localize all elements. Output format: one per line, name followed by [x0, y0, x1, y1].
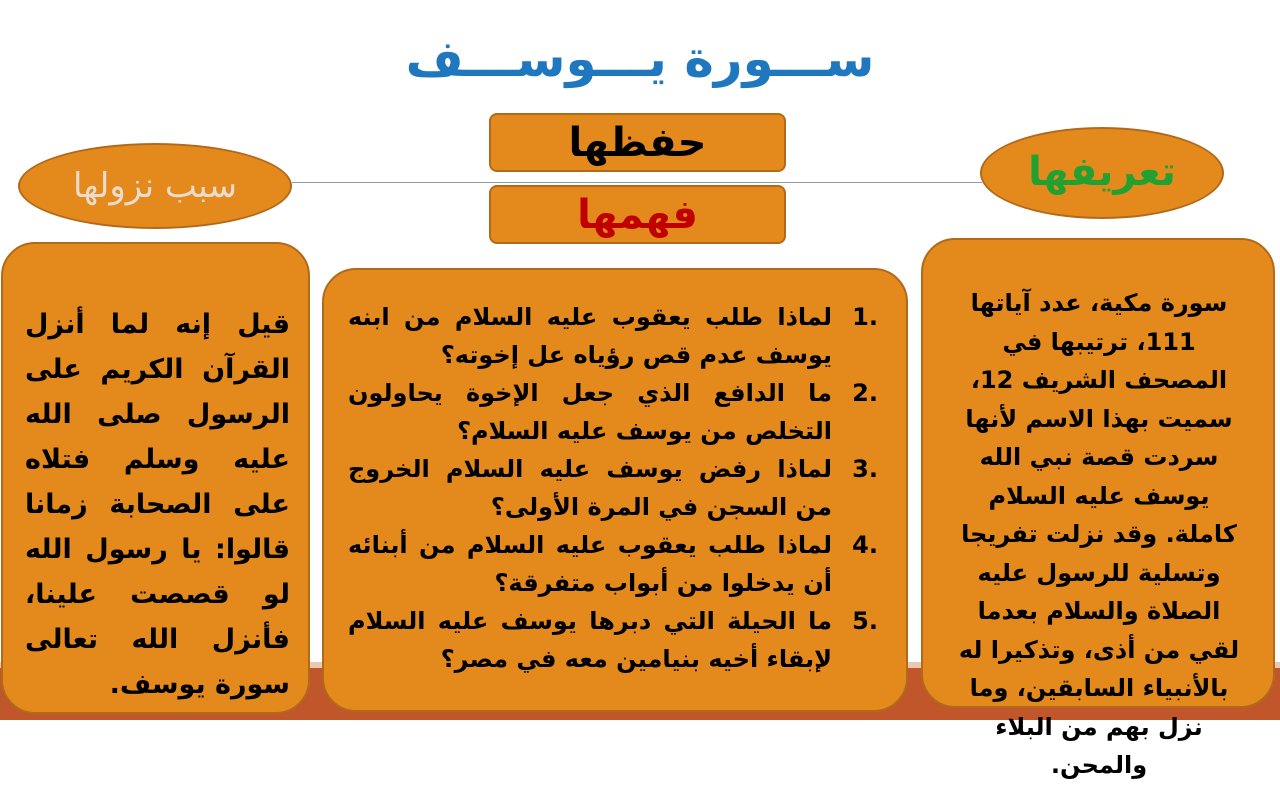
question-number: 5.: [852, 607, 878, 635]
question-text: لماذا طلب يعقوب عليه السلام من أبنائه أن يدخلوا من أبواب متفرقة؟: [348, 531, 832, 597]
revelation-reason-panel: [1, 242, 310, 714]
oval-definition[interactable]: تعريفها: [980, 127, 1224, 219]
definition-text: سورة مكية، عدد آياتها 111، ترتيبها في المصحف الشريف 12، سميت بهذا الاسم لأنها سردت قصة نبي الله يوسف عليه السلام كاملة. وقد نزلت تفريجا وتسلية للرسول عليه الصلاة والسلام بعدما لقي من أذى، وتذكيرا له بالأنبياء السابقين، وما نزل بهم من البلاء والمحن.: [958, 289, 1240, 779]
question-item: [348, 526, 878, 602]
oval-reason-of-revelation[interactable]: سبب نزولها: [18, 143, 292, 229]
question-text: ما الحيلة التي دبرها يوسف عليه السلام لإبقاء أخيه بنيامين معه في مصر؟: [348, 607, 832, 673]
question-number: 1.: [852, 303, 878, 331]
question-text: لماذا رفض يوسف عليه السلام الخروج من السجن في المرة الأولى؟: [348, 455, 832, 521]
understand-box[interactable]: فهمها: [489, 185, 786, 244]
memorize-box[interactable]: حفظها: [489, 113, 786, 172]
question-item: [348, 602, 878, 678]
questions-panel: [322, 268, 908, 712]
question-number: 3.: [852, 455, 878, 483]
question-item: [348, 374, 878, 450]
question-number: 4.: [852, 531, 878, 559]
page-title: ســـورة يـــوســـف: [405, 30, 875, 88]
connector-line: [292, 182, 982, 183]
definition-panel: [921, 238, 1275, 779]
question-text: لماذا طلب يعقوب عليه السلام من ابنه يوسف عدم قص رؤياه عل إخوته؟: [348, 303, 832, 369]
revelation-reason-text: قيل إنه لما أنزل القرآن الكريم على الرسول صلى الله عليه وسلم فتلاه على الصحابة زمانا قالوا: يا رسول الله لو قصصت علينا، فأنزل الله تعالى سورة يوسف.: [25, 309, 290, 700]
question-item: [348, 450, 878, 526]
question-item: [348, 298, 878, 374]
question-number: 2.: [852, 379, 878, 407]
question-text: ما الدافع الذي جعل الإخوة يحاولون التخلص من يوسف عليه السلام؟: [348, 379, 832, 445]
questions-list: [348, 298, 878, 678]
